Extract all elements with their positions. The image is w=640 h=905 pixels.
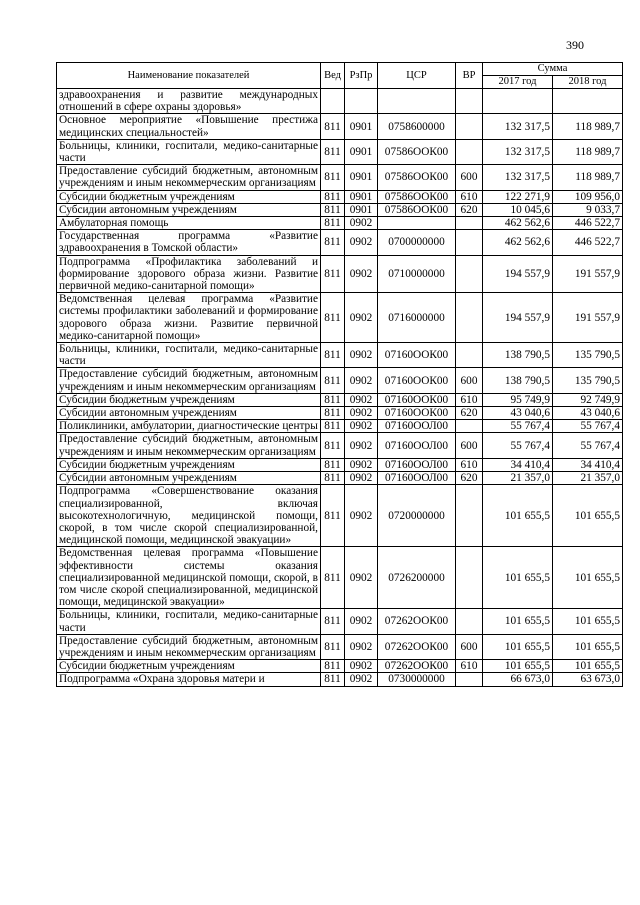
header-name: Наименование показателей [57, 63, 321, 89]
cell-vr: 600 [456, 634, 483, 659]
table-body [57, 89, 623, 687]
table-row [57, 293, 623, 343]
table-row [57, 114, 623, 139]
cell-rzpr: 0902 [345, 255, 378, 293]
cell-ved: 811 [321, 609, 345, 634]
cell-name: Субсидии автономным учреждениям [57, 407, 321, 420]
cell-vr [456, 673, 483, 686]
cell-rzpr: 0902 [345, 230, 378, 255]
table-row [57, 230, 623, 255]
cell-ved: 811 [321, 165, 345, 190]
table-row [57, 393, 623, 406]
cell-rzpr: 0902 [345, 217, 378, 230]
cell-csr: 07160ООК00 [378, 393, 456, 406]
table-row [57, 673, 623, 686]
cell-csr: 0716000000 [378, 293, 456, 343]
cell-csr: 07586ООК00 [378, 139, 456, 164]
cell-sum-2017: 55 767,4 [483, 420, 553, 433]
cell-sum-2017: 132 317,5 [483, 114, 553, 139]
cell-sum-2017: 101 655,5 [483, 660, 553, 673]
cell-name: Основное мероприятие «Повышение престижа медицинских специальностей» [57, 114, 321, 139]
cell-sum-2017: 132 317,5 [483, 165, 553, 190]
cell-ved: 811 [321, 114, 345, 139]
cell-vr [456, 609, 483, 634]
cell-sum-2017: 101 655,5 [483, 485, 553, 547]
cell-sum-2017: 34 410,4 [483, 458, 553, 471]
cell-sum-2017: 55 767,4 [483, 433, 553, 458]
cell-sum-2017: 95 749,9 [483, 393, 553, 406]
header-2018: 2018 год [553, 76, 623, 89]
table-row [57, 190, 623, 203]
cell-rzpr: 0902 [345, 293, 378, 343]
cell-vr [456, 139, 483, 164]
cell-rzpr: 0901 [345, 190, 378, 203]
cell-ved: 811 [321, 255, 345, 293]
cell-csr: 07160ООК00 [378, 407, 456, 420]
cell-vr [456, 547, 483, 609]
table-row [57, 343, 623, 368]
cell-ved: 811 [321, 343, 345, 368]
cell-vr: 600 [456, 433, 483, 458]
cell-csr: 07160ООЛ00 [378, 472, 456, 485]
header-rzpr: РзПр [345, 63, 378, 89]
header-vr: ВР [456, 63, 483, 89]
table-row [57, 634, 623, 659]
cell-sum-2018: 191 557,9 [553, 293, 623, 343]
cell-ved: 811 [321, 433, 345, 458]
cell-name: Субсидии бюджетным учреждениям [57, 660, 321, 673]
cell-vr: 620 [456, 472, 483, 485]
table-row [57, 420, 623, 433]
budget-table [56, 62, 623, 687]
cell-sum-2018: 101 655,5 [553, 660, 623, 673]
cell-vr [456, 293, 483, 343]
cell-csr: 0710000000 [378, 255, 456, 293]
page-number: 390 [566, 38, 584, 52]
cell-rzpr: 0902 [345, 634, 378, 659]
cell-ved [321, 89, 345, 114]
cell-rzpr: 0902 [345, 609, 378, 634]
cell-rzpr: 0902 [345, 458, 378, 471]
cell-sum-2018: 101 655,5 [553, 547, 623, 609]
table-row [57, 407, 623, 420]
cell-sum-2018: 43 040,6 [553, 407, 623, 420]
cell-ved: 811 [321, 293, 345, 343]
cell-sum-2018: 9 033,7 [553, 203, 623, 216]
cell-csr: 07262ООК00 [378, 609, 456, 634]
cell-csr: 07586ООК00 [378, 165, 456, 190]
cell-sum-2018: 55 767,4 [553, 433, 623, 458]
cell-name: Больницы, клиники, госпитали, медико-санитарные части [57, 343, 321, 368]
cell-vr: 610 [456, 393, 483, 406]
table-row [57, 660, 623, 673]
cell-rzpr [345, 89, 378, 114]
cell-sum-2018: 92 749,9 [553, 393, 623, 406]
cell-vr [456, 255, 483, 293]
cell-sum-2018: 118 989,7 [553, 139, 623, 164]
cell-sum-2017: 101 655,5 [483, 547, 553, 609]
cell-csr [378, 217, 456, 230]
cell-csr: 0758600000 [378, 114, 456, 139]
cell-sum-2018: 21 357,0 [553, 472, 623, 485]
cell-name: Субсидии автономным учреждениям [57, 203, 321, 216]
cell-csr [378, 89, 456, 114]
cell-sum-2018: 101 655,5 [553, 609, 623, 634]
table-row [57, 203, 623, 216]
cell-name: Ведомственная целевая программа «Повышение эффективности системы оказания специализированной медицинской помощи, скорой, в том числе скорой специализированной, медицинской помощи, медицинской эвакуации» [57, 547, 321, 609]
cell-sum-2018: 191 557,9 [553, 255, 623, 293]
cell-vr: 600 [456, 165, 483, 190]
cell-sum-2018: 63 673,0 [553, 673, 623, 686]
cell-sum-2017: 138 790,5 [483, 343, 553, 368]
cell-rzpr: 0901 [345, 165, 378, 190]
header-ved: Вед [321, 63, 345, 89]
table-row [57, 139, 623, 164]
cell-sum-2017: 101 655,5 [483, 609, 553, 634]
cell-name: Субсидии автономным учреждениям [57, 472, 321, 485]
cell-rzpr: 0902 [345, 407, 378, 420]
cell-vr: 600 [456, 368, 483, 393]
cell-vr: 610 [456, 660, 483, 673]
cell-rzpr: 0902 [345, 485, 378, 547]
cell-csr: 0720000000 [378, 485, 456, 547]
cell-csr: 07262ООК00 [378, 634, 456, 659]
cell-csr: 07160ООЛ00 [378, 458, 456, 471]
table-row [57, 165, 623, 190]
cell-ved: 811 [321, 485, 345, 547]
cell-csr: 0730000000 [378, 673, 456, 686]
cell-csr: 07586ООК00 [378, 203, 456, 216]
cell-vr: 620 [456, 203, 483, 216]
cell-ved: 811 [321, 203, 345, 216]
cell-sum-2017: 43 040,6 [483, 407, 553, 420]
header-csr: ЦСР [378, 63, 456, 89]
cell-csr: 07586ООК00 [378, 190, 456, 203]
cell-rzpr: 0902 [345, 660, 378, 673]
cell-rzpr: 0901 [345, 203, 378, 216]
cell-ved: 811 [321, 407, 345, 420]
cell-name: Субсидии бюджетным учреждениям [57, 190, 321, 203]
cell-csr: 07262ООК00 [378, 660, 456, 673]
cell-rzpr: 0902 [345, 472, 378, 485]
cell-name: Подпрограмма «Совершенствование оказания специализированной, включая высокотехнологичную, медицинской помощи, скорой, в том числе скорой специализированной, медицинской помощи, медицинской эвакуации» [57, 485, 321, 547]
cell-sum-2017 [483, 89, 553, 114]
table-row [57, 433, 623, 458]
cell-name: Больницы, клиники, госпитали, медико-санитарные части [57, 609, 321, 634]
cell-ved: 811 [321, 217, 345, 230]
cell-sum-2018 [553, 89, 623, 114]
cell-sum-2018: 118 989,7 [553, 114, 623, 139]
header-sum: Сумма [483, 63, 623, 76]
cell-rzpr: 0902 [345, 673, 378, 686]
table-row [57, 255, 623, 293]
table-row [57, 458, 623, 471]
cell-vr [456, 114, 483, 139]
cell-name: Поликлиники, амбулатории, диагностические центры [57, 420, 321, 433]
cell-sum-2017: 194 557,9 [483, 293, 553, 343]
cell-vr [456, 420, 483, 433]
cell-name: Предоставление субсидий бюджетным, автономным учреждениям и иным некоммерческим организациям [57, 634, 321, 659]
cell-name: Предоставление субсидий бюджетным, автономным учреждениям и иным некоммерческим организациям [57, 165, 321, 190]
cell-vr: 620 [456, 407, 483, 420]
table-row [57, 472, 623, 485]
cell-sum-2018: 446 522,7 [553, 217, 623, 230]
cell-name: Подпрограмма «Охрана здоровья матери и [57, 673, 321, 686]
cell-vr [456, 343, 483, 368]
cell-sum-2018: 109 956,0 [553, 190, 623, 203]
table-row [57, 368, 623, 393]
cell-vr [456, 230, 483, 255]
cell-sum-2017: 101 655,5 [483, 634, 553, 659]
cell-name: Ведомственная целевая программа «Развитие системы профилактики заболеваний и формирование здорового образа жизни. Развитие первичной медико-санитарной помощи» [57, 293, 321, 343]
cell-ved: 811 [321, 458, 345, 471]
cell-sum-2018: 34 410,4 [553, 458, 623, 471]
cell-csr: 07160ООК00 [378, 343, 456, 368]
cell-sum-2017: 462 562,6 [483, 217, 553, 230]
cell-ved: 811 [321, 230, 345, 255]
cell-rzpr: 0902 [345, 547, 378, 609]
cell-ved: 811 [321, 139, 345, 164]
cell-sum-2017: 138 790,5 [483, 368, 553, 393]
table-row [57, 609, 623, 634]
cell-name: Предоставление субсидий бюджетным, автономным учреждениям и иным некоммерческим организациям [57, 368, 321, 393]
cell-sum-2018: 101 655,5 [553, 485, 623, 547]
cell-ved: 811 [321, 420, 345, 433]
cell-rzpr: 0901 [345, 139, 378, 164]
cell-vr [456, 485, 483, 547]
header-2017: 2017 год [483, 76, 553, 89]
cell-sum-2017: 66 673,0 [483, 673, 553, 686]
cell-ved: 811 [321, 547, 345, 609]
cell-sum-2018: 55 767,4 [553, 420, 623, 433]
cell-name: Субсидии бюджетным учреждениям [57, 393, 321, 406]
table-row [57, 89, 623, 114]
cell-sum-2017: 462 562,6 [483, 230, 553, 255]
cell-sum-2018: 118 989,7 [553, 165, 623, 190]
cell-ved: 811 [321, 393, 345, 406]
cell-sum-2017: 10 045,6 [483, 203, 553, 216]
cell-ved: 811 [321, 368, 345, 393]
cell-ved: 811 [321, 660, 345, 673]
cell-name: Амбулаторная помощь [57, 217, 321, 230]
table-row [57, 485, 623, 547]
cell-name: здравоохранения и развитие международных отношений в сфере охраны здоровья» [57, 89, 321, 114]
cell-rzpr: 0902 [345, 433, 378, 458]
cell-ved: 811 [321, 634, 345, 659]
table-row [57, 217, 623, 230]
cell-rzpr: 0901 [345, 114, 378, 139]
cell-rzpr: 0902 [345, 343, 378, 368]
cell-vr: 610 [456, 190, 483, 203]
cell-csr: 07160ООЛ00 [378, 420, 456, 433]
cell-sum-2018: 446 522,7 [553, 230, 623, 255]
cell-name: Больницы, клиники, госпитали, медико-санитарные части [57, 139, 321, 164]
cell-sum-2017: 21 357,0 [483, 472, 553, 485]
cell-name: Подпрограмма «Профилактика заболеваний и формирование здорового образа жизни. Развитие первичной медико-санитарной помощи» [57, 255, 321, 293]
cell-csr: 0726200000 [378, 547, 456, 609]
cell-rzpr: 0902 [345, 393, 378, 406]
cell-csr: 07160ООЛ00 [378, 433, 456, 458]
cell-ved: 811 [321, 673, 345, 686]
cell-name: Предоставление субсидий бюджетным, автономным учреждениям и иным некоммерческим организациям [57, 433, 321, 458]
cell-sum-2018: 135 790,5 [553, 343, 623, 368]
cell-csr: 07160ООК00 [378, 368, 456, 393]
cell-rzpr: 0902 [345, 368, 378, 393]
cell-vr [456, 217, 483, 230]
table-row [57, 547, 623, 609]
cell-csr: 0700000000 [378, 230, 456, 255]
cell-ved: 811 [321, 472, 345, 485]
cell-name: Государственная программа «Развитие здравоохранения в Томской области» [57, 230, 321, 255]
cell-vr: 610 [456, 458, 483, 471]
cell-ved: 811 [321, 190, 345, 203]
cell-sum-2017: 122 271,9 [483, 190, 553, 203]
cell-rzpr: 0902 [345, 420, 378, 433]
cell-sum-2017: 194 557,9 [483, 255, 553, 293]
cell-vr [456, 89, 483, 114]
cell-sum-2018: 135 790,5 [553, 368, 623, 393]
cell-sum-2017: 132 317,5 [483, 139, 553, 164]
cell-sum-2018: 101 655,5 [553, 634, 623, 659]
cell-name: Субсидии бюджетным учреждениям [57, 458, 321, 471]
